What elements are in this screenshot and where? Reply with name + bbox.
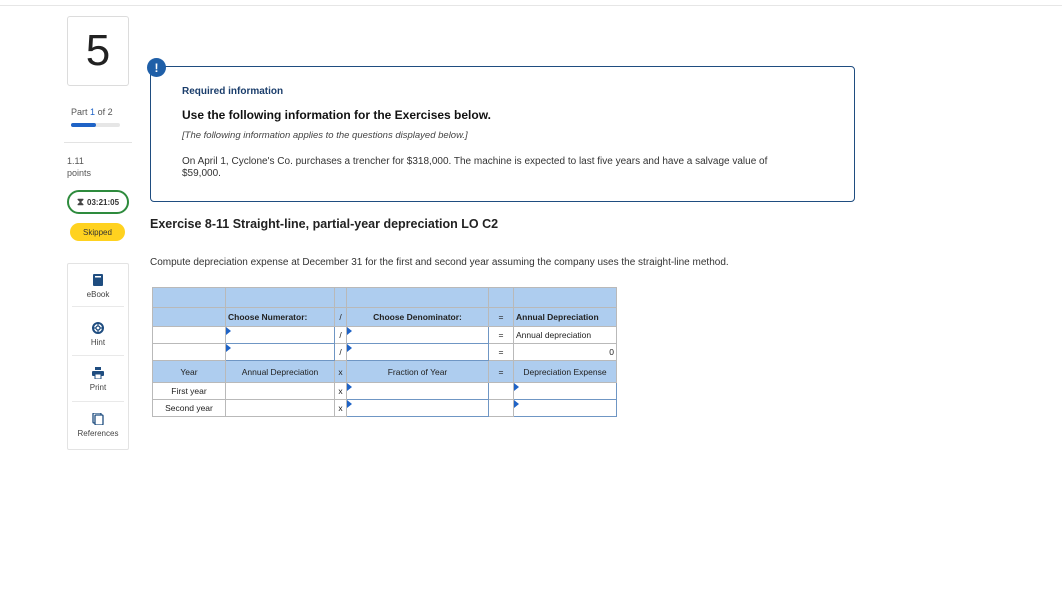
equals-sign: = [489,327,514,344]
print-button[interactable] [68,367,128,392]
year-header: Year [153,361,226,383]
printer-icon [92,367,104,379]
first-year-fraction-input[interactable] [347,383,489,400]
divide-sign: / [335,344,347,361]
divider [72,401,124,402]
depreciation-expense-header: Depreciation Expense [514,361,617,383]
exercise-title: Exercise 8-11 Straight-line, partial-year depreciation LO C2 [150,217,499,231]
second-year-fraction-input[interactable] [347,400,489,417]
question-number: 5 [67,16,129,86]
references-label: References [77,429,119,438]
denominator-select-1[interactable] [347,327,489,344]
annual-depreciation-header: Annual Depreciation [514,308,617,327]
part-indicator: Part 1 of 2 [71,107,113,117]
second-year-expense-input[interactable] [514,400,617,417]
first-year-expense-input[interactable] [514,383,617,400]
timer-value: 03:21:05 [87,197,120,207]
second-year-label: Second year [153,400,226,417]
points-value: 1.11 [67,156,84,166]
divide-sign: / [335,327,347,344]
alert-icon: ! [147,58,166,77]
header-cell [153,288,226,308]
header-cell [226,288,335,308]
hint-button[interactable] [68,322,128,347]
ebook-label: eBook [86,290,110,299]
denominator-header: Choose Denominator: [347,308,489,327]
points-display [67,155,91,179]
tools-panel [67,263,129,450]
annual-depreciation-column-header: Annual Depreciation [226,361,335,383]
points-label: points [67,168,92,178]
print-label: Print [89,383,107,392]
times-sign: x [335,400,347,417]
equals-sign: = [489,344,514,361]
divide-sign: / [335,308,347,327]
blank-cell [153,344,226,361]
exercise-instructions: Compute depreciation expense at December 31 for the first and second year assuming the company uses the straight-line method. [150,257,729,268]
divider [64,142,132,143]
info-title: Use the following information for the Exercises below. [182,108,491,122]
first-year-label: First year [153,383,226,400]
numerator-header: Choose Numerator: [226,308,335,327]
numerator-select-1[interactable] [226,327,335,344]
depreciation-worksheet [152,287,617,417]
book-icon [92,274,104,286]
blank-cell [153,327,226,344]
timer [67,190,129,214]
ebook-button[interactable] [68,274,128,299]
header-cell [489,288,514,308]
info-body: On April 1, Cyclone's Co. purchases a trencher for $318,000. The machine is expected to last five years and have a salvage value of $59,000. [182,156,768,179]
divider [72,306,124,307]
denominator-input-2[interactable] [347,344,489,361]
header-cell [335,288,347,308]
blank-cell [489,383,514,400]
hint-label: Hint [90,338,106,347]
references-button[interactable] [68,413,128,438]
info-heading: Required information [182,86,284,97]
top-bar [0,0,1062,6]
part-progress-bar [71,123,120,127]
header-cell [514,288,617,308]
hourglass-icon: ⧗ [76,196,84,208]
lifebuoy-icon [92,322,104,334]
info-note: [The following information applies to the questions displayed below.] [182,130,468,141]
times-sign: x [335,383,347,400]
first-year-annual-depreciation [226,383,335,400]
references-icon [92,413,104,425]
equals-sign: = [489,308,514,327]
required-information-panel [150,66,855,202]
annual-depreciation-result-value: 0 [514,344,617,361]
fraction-of-year-header: Fraction of Year [347,361,489,383]
numerator-input-2[interactable] [226,344,335,361]
status-badge: Skipped [70,223,125,241]
times-sign: x [335,361,347,383]
annual-depreciation-result-label: Annual depreciation [514,327,617,344]
header-cell [153,308,226,327]
second-year-annual-depreciation [226,400,335,417]
divider [72,355,124,356]
blank-cell [489,400,514,417]
header-cell [347,288,489,308]
equals-sign: = [489,361,514,383]
